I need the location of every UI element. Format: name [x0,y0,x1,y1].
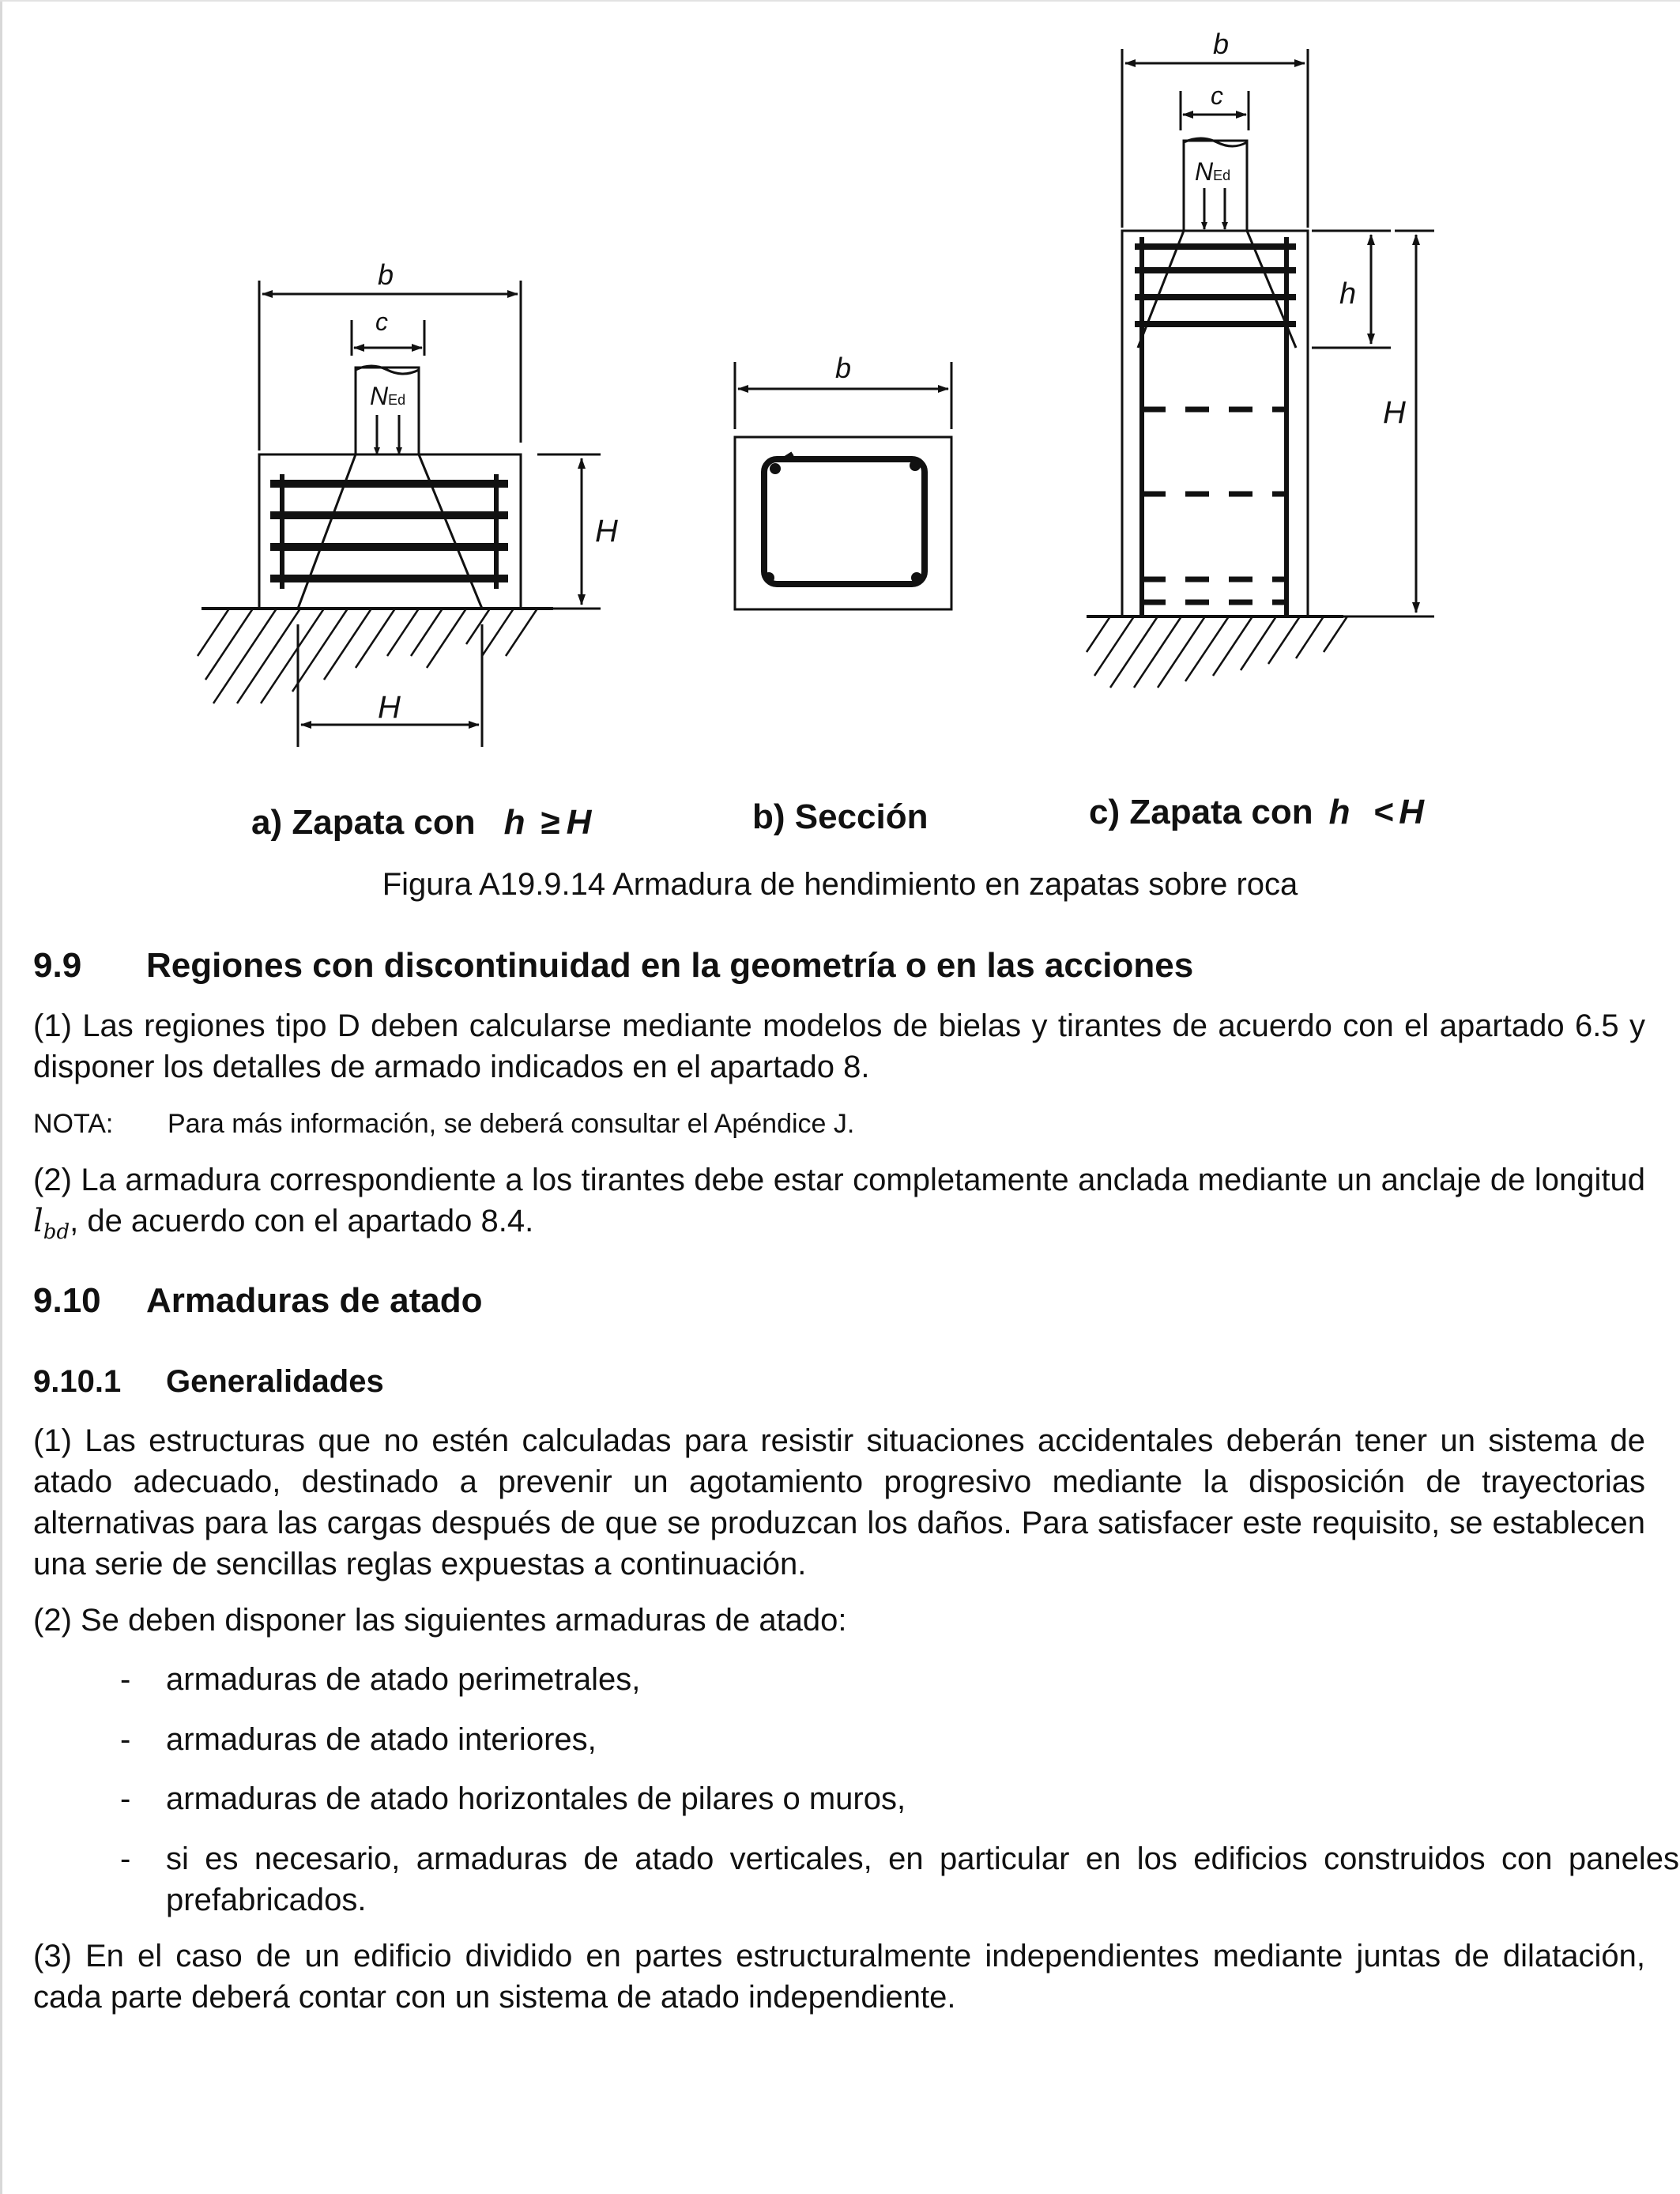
panel-c-labels [1195,28,1406,430]
paragraph-9-9-1: (1) Las regiones tipo D deben calcularse mediante modelos de bielas y tirantes de acuerdo con el apartado 6.5 y disponer los detalles de armado indicados en el apartado 8. [33,1008,1645,1084]
section-title: Armaduras de atado [146,1281,483,1320]
list-item-text: si es necesario, armaduras de atado verticales, en particular en los edificios construidos con paneles prefabricados. [166,1842,1679,1917]
dim-label-c: c [375,307,388,336]
dim-label-c: c [1211,81,1223,110]
panel-a-drawing [198,281,601,747]
list-item-text: armaduras de atado interiores, [166,1722,597,1757]
dim-label-b: b [835,352,852,384]
paragraph-text: , de acuerdo con el apartado 8.4. [70,1204,534,1238]
dim-label-b: b [1213,28,1230,60]
note-label: NOTA: [33,1109,114,1139]
list-marker: - [120,1781,131,1816]
section-title: Generalidades [166,1364,384,1399]
section-title: Regiones con discontinuidad en la geometría o en las acciones [146,946,1194,985]
section-number: 9.10 [33,1281,101,1320]
paragraph-9-9-2 [33,1159,1645,1253]
load-label-n: NEd [1195,157,1231,186]
dim-label-H: H [595,514,618,548]
footing-figure [0,0,1680,861]
section-9-10-1-heading [33,1361,1645,1402]
paragraph-text: (2) La armadura correspondiente a los tirantes debe estar completamente anclada mediante un anclaje de longitud [33,1163,1645,1197]
paragraph-9-10-1-2: (2) Se deben disponer las siguientes armaduras de atado: [33,1603,847,1638]
math-lbd: $l_{bd}$ [33,1203,70,1244]
list-marker: - [120,1722,131,1757]
dim-label-H-bottom: H [378,690,401,725]
panel-b-labels [835,352,851,384]
section-9-9-heading [33,944,1645,988]
dim-label-h: h [1339,277,1357,311]
note-text: Para más información, se deberá consultar el Apéndice J. [168,1109,855,1139]
panel-a-caption: a) Zapata con h ≥ H [251,803,592,842]
paragraph-9-10-1-1: (1) Las estructuras que no estén calculadas para resistir situaciones accidentales deberán tener un sistema de atado adecuado, destinado a prevenir un agotamiento progresivo mediante la disposición de trayectorias alternativas para las cargas después de que se produzcan los daños. Para satisfacer este requisito, se establecen una serie de sencillas reglas expuestas a continuación. [33,1423,1645,1581]
load-label-n: NEd [370,382,406,410]
panel-captions [251,793,1425,842]
section-number: 9.10.1 [33,1364,122,1399]
dim-label-b: b [378,258,394,291]
list-item-text: armaduras de atado horizontales de pilares o muros, [166,1781,906,1816]
list-item-text: armaduras de atado perimetrales, [166,1662,641,1697]
section-number: 9.9 [33,946,82,985]
note [33,1106,1645,1141]
panel-c-drawing [1087,49,1434,688]
list-marker: - [120,1662,131,1697]
list-marker: - [120,1842,131,1876]
panel-c-caption: c) Zapata con h < H [1089,793,1424,831]
section-9-10-heading [33,1279,1645,1323]
dim-label-H: H [1383,395,1406,430]
figure-caption: Figura A19.9.14 Armadura de hendimiento en zapatas sobre roca [382,867,1298,902]
paragraph-9-10-1-3: (3) En el caso de un edificio dividido en partes estructuralmente independientes mediante juntas de dilatación, cada parte deberá contar con un sistema de atado independiente. [33,1939,1645,2015]
panel-b-caption: b) Sección [752,797,929,836]
panel-b-drawing [735,362,951,609]
